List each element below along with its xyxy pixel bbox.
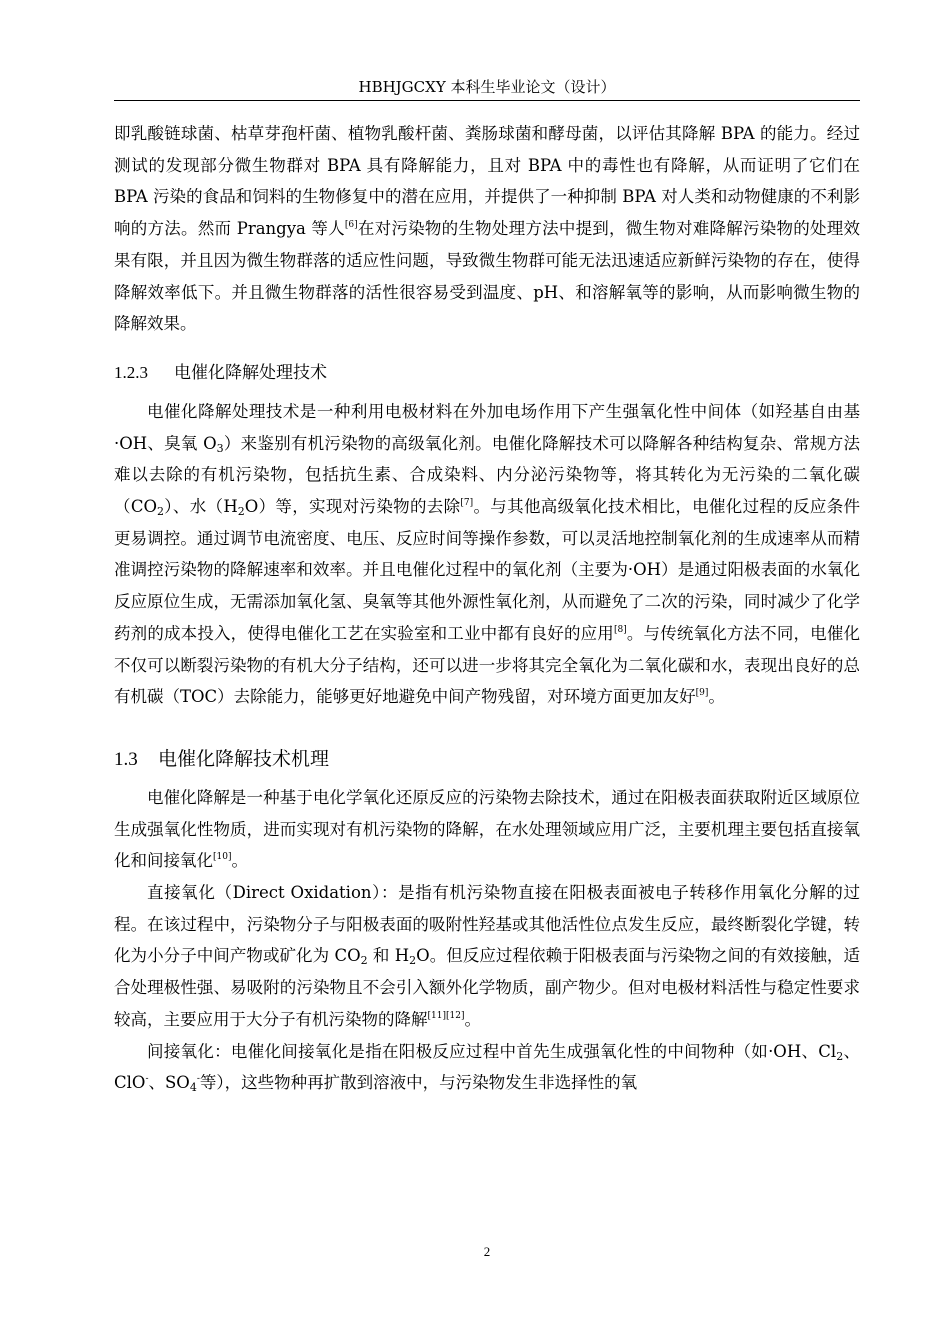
text-run: 即乳酸链球菌、枯草芽孢杆菌、植物乳酸杆菌、粪肠球菌和酵母菌，以评估其降解 BPA 的能力。经过测试的发现部分微生物群对 BPA 具有降解能力，且对 BPA 中的毒性也有降解，从而证明了它们在 BPA 污染的食品和饲料的生物修复中的潜在应用，并提供了一种抑制 BPA 对人类和动物健康的不利影响的方法。然而 Prangya 等人 bbox=[114, 124, 860, 239]
text-run: O。但反应过程依赖于阳极表面与污染物之间的有效接触，适合处理极性强、易吸附的污染物且不会引入额外化学物质，副产物少。但对电极材料活性与稳定性要求较高，主要应用于大分子有机污染物的降解 bbox=[114, 946, 860, 1029]
text-run: 和 H bbox=[367, 946, 410, 966]
subscript: 2 bbox=[836, 1049, 844, 1063]
section-heading-1-2-3 bbox=[114, 360, 860, 386]
citation: [6] bbox=[344, 220, 358, 231]
text-run: 。与传统氧化方法不同，电催化不仅可以断裂污染物的有机大分子结构，还可以进一步将其完全氧化为二氧化碳和水，表现出良好的总有机碳（TOC）去除能力，能够更好地避免中间产物残留，对环境方面更加友好 bbox=[114, 623, 861, 707]
citation: [10] bbox=[213, 852, 232, 863]
section-number: 1.2.3 bbox=[114, 362, 148, 382]
section-heading-1-3 bbox=[114, 745, 860, 774]
paragraph-microbial-degradation bbox=[114, 118, 860, 340]
header-rule bbox=[114, 100, 860, 101]
text-run: 等），这些物种再扩散到溶液中，与污染物发生非选择性的氧 bbox=[199, 1073, 638, 1093]
section-title: 电催化降解处理技术 bbox=[174, 362, 327, 383]
text-run: 。与其他高级氧化技术相比，电催化过程的反应条件更易调控。通过调节电流密度、电压、反应时间等操作参数，可以灵活地控制氧化剂的生成速率从而精准调控污染物的降解速率和效率。并且电催化过程中的氧化剂（主要为·OH）是通过阳极表面的水氧化反应原位生成，无需添加氧化氢、臭氧等其他外源性氧化剂，从而避免了二次的污染，同时减少了化学药剂的成本投入，使得电催化工艺在实验室和工业中都有良好的应用 bbox=[114, 497, 861, 643]
text-run: 电催化降解处理技术是一种利用电极材料在外加电场作用下产生强氧化性中间体（如羟基自由基·OH、臭氧 O bbox=[114, 401, 860, 453]
text-run: ）来鉴别有机污染物的高级氧化剂。电催化降解技术可以降解各种结构复杂、常规方法难以去除的有机污染物，包括抗生素、合成染料、内分泌污染物等，将其转化为无污染的二氧化碳（CO bbox=[114, 433, 861, 517]
citation: [8] bbox=[613, 624, 627, 635]
subscript: 2 bbox=[409, 954, 417, 968]
paragraph-indirect-oxidation bbox=[114, 1036, 860, 1099]
page-number: 2 bbox=[483, 1244, 491, 1259]
subscript: 2 bbox=[237, 505, 245, 519]
text-run: 。 bbox=[231, 851, 248, 871]
subscript: 2 bbox=[156, 505, 164, 519]
text-run: O）等，实现对污染物的去除 bbox=[244, 497, 461, 517]
superscript: - bbox=[196, 1074, 200, 1085]
running-header: HBHJGCXY 本科生毕业论文（设计） bbox=[358, 78, 616, 96]
subscript: 4 bbox=[189, 1081, 197, 1095]
text-run: 、ClO bbox=[114, 1041, 860, 1093]
text-run: 间接氧化：电催化间接氧化是指在阳极反应过程中首先生成强氧化性的中间物种（如·OH、Cl bbox=[147, 1041, 837, 1061]
paragraph-mechanism-intro bbox=[114, 782, 860, 877]
citation: [9] bbox=[695, 688, 709, 699]
text-run: 直接氧化（Direct Oxidation）：是指有机污染物直接在阳极表面被电子转移作用氧化分解的过程。在该过程中，污染物分子与阳极表面的吸附性羟基或其他活性位点发生反应，最终断裂化学键，转化为小分子中间产物或矿化为 CO bbox=[114, 883, 860, 966]
superscript: - bbox=[145, 1074, 149, 1085]
text-run: 在对污染物的生物处理方法中提到，微生物对难降解污染物的处理效果有限，并且因为微生物群落的适应性问题，导致微生物群可能无法迅速适应新鲜污染物的存在，使得降解效率低下。并且微生物群落的活性很容易受到温度、pH、和溶解氧等的影响，从而影响微生物的降解效果。 bbox=[114, 219, 860, 334]
section-number: 1.3 bbox=[114, 748, 138, 770]
text-run: 、SO bbox=[148, 1073, 190, 1093]
citation: [11][12] bbox=[427, 1010, 465, 1021]
paragraph-electrocatalysis-tech bbox=[114, 396, 860, 713]
page-body bbox=[114, 118, 860, 1099]
text-run: 。 bbox=[708, 687, 725, 707]
text-run: 。 bbox=[464, 1009, 481, 1029]
section-title: 电催化降解技术机理 bbox=[158, 747, 330, 770]
text-run: 电催化降解是一种基于电化学氧化还原反应的污染物去除技术，通过在阳极表面获取附近区域原位生成强氧化性物质，进而实现对有机污染物的降解，在水处理领域应用广泛，主要机理主要包括直接氧化和间接氧化 bbox=[114, 787, 860, 871]
subscript: 3 bbox=[216, 441, 224, 455]
subscript: 2 bbox=[360, 954, 368, 968]
text-run: ）、水（H bbox=[163, 497, 238, 517]
paragraph-direct-oxidation bbox=[114, 877, 860, 1036]
citation: [7] bbox=[460, 498, 474, 509]
